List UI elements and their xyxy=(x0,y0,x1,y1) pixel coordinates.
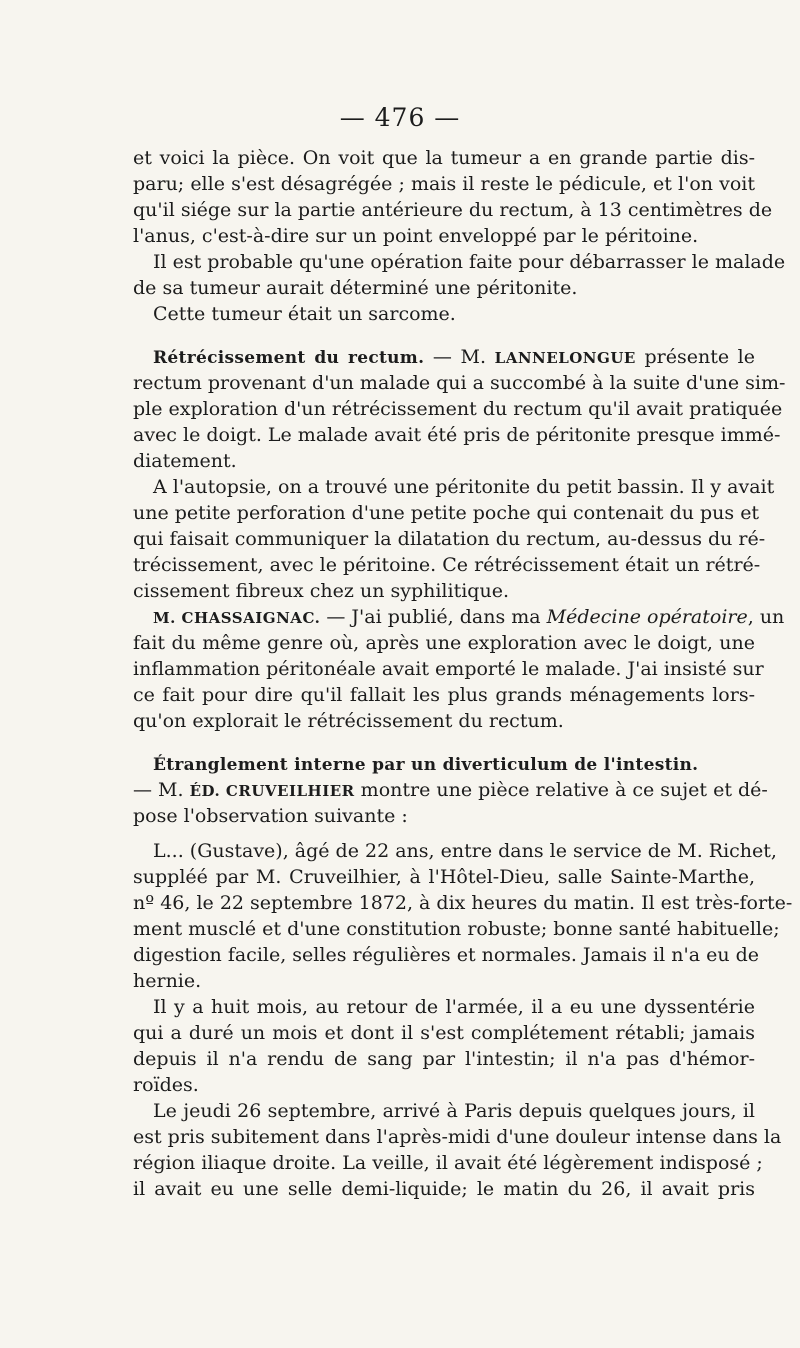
text-line: digestion facile, selles régulières et normales. Jamais il n'a eu de xyxy=(133,944,759,966)
paragraph xyxy=(133,249,786,301)
dash: — M. xyxy=(424,346,495,368)
paragraph xyxy=(133,145,773,249)
paragraph xyxy=(133,838,793,994)
section-heading: Rétrécissement du rectum. xyxy=(153,348,425,368)
text-line xyxy=(133,344,755,370)
text-run: montre une pièce relative à ce sujet et dé- xyxy=(354,779,768,801)
text-line: L... (Gustave), âgé de 22 ans, entre dans le service de M. Richet, xyxy=(153,840,777,862)
paragraph-gap xyxy=(133,829,755,838)
text-line: diatement. xyxy=(133,450,237,472)
page-body xyxy=(133,145,793,1202)
text-line xyxy=(133,604,785,630)
text-line: cissement fibreux chez un syphilitique. xyxy=(133,580,509,602)
page-number: — 476 — xyxy=(339,103,461,132)
text-run: présente le xyxy=(635,346,755,368)
text-line: paru; elle s'est désagrégée ; mais il reste le pédicule, et l'on voit xyxy=(133,173,755,195)
dash: — M. xyxy=(133,779,190,801)
section-gap xyxy=(133,734,755,751)
text-line: qu'il siége sur la partie antérieure du rectum, à 13 centimètres de xyxy=(133,199,773,221)
text-line: qui faisait communiquer la dilatation du rectum, au-dessus du ré- xyxy=(133,528,766,550)
text-line: l'anus, c'est-à-dire sur un point enveloppé par le péritoine. xyxy=(133,225,699,247)
paragraph xyxy=(133,301,755,327)
text-run: — J'ai publié, dans ma xyxy=(320,606,547,628)
text-line xyxy=(133,751,755,777)
text-line: trécissement, avec le péritoine. Ce rétrécissement était un rétré- xyxy=(133,554,761,576)
text-line: une petite perforation d'une petite poche qui contenait du pus et xyxy=(133,502,760,524)
text-line: est pris subitement dans l'après-midi d'une douleur intense dans la xyxy=(133,1126,782,1148)
text-line xyxy=(133,777,768,803)
paragraph xyxy=(133,994,755,1098)
text-line: inflammation péritonéale avait emporté le malade. J'ai insisté sur xyxy=(133,658,764,680)
text-line: Il est probable qu'une opération faite pour débarrasser le malade xyxy=(153,251,786,273)
text-line: Le jeudi 26 septembre, arrivé à Paris depuis quelques jours, il xyxy=(153,1100,755,1122)
text-line: ment musclé et d'une constitution robuste; bonne santé habituelle; xyxy=(133,918,780,940)
text-line: ple exploration d'un rétrécissement du rectum qu'il avait pratiquée xyxy=(133,398,783,420)
text-line: depuis il n'a rendu de sang par l'intestin; il n'a pas d'hémor- xyxy=(133,1048,755,1070)
paragraph xyxy=(133,474,775,604)
text-line: suppléé par M. Cruveilhier, à l'Hôtel-Dieu, salle Sainte-Marthe, xyxy=(133,866,755,888)
text-line: A l'autopsie, on a trouvé une péritonite du petit bassin. Il y avait xyxy=(153,476,775,498)
text-line: qui a duré un mois et dont il s'est complétement rétabli; jamais xyxy=(133,1022,755,1044)
text-line: Il y a huit mois, au retour de l'armée, il a eu une dyssentérie xyxy=(153,996,755,1018)
text-line: pose l'observation suivante : xyxy=(133,805,408,827)
text-line: de sa tumeur aurait déterminé une péritonite. xyxy=(133,277,578,299)
section-etranglement xyxy=(133,751,768,829)
section-retrecissement xyxy=(133,344,786,474)
text-line: Cette tumeur était un sarcome. xyxy=(153,303,456,325)
section-gap xyxy=(133,327,755,344)
text-line: qu'on explorait le rétrécissement du rectum. xyxy=(133,710,564,732)
text-line: avec le doigt. Le malade avait été pris de péritonite presque immé- xyxy=(133,424,781,446)
speaker-name: LANNELONGUE xyxy=(494,349,636,367)
text-line: roïdes. xyxy=(133,1074,199,1096)
text-line: ce fait pour dire qu'il fallait les plus grands ménagements lors- xyxy=(133,684,755,706)
book-title: Médecine opératoire xyxy=(546,606,748,628)
section-heading: Étranglement interne par un diverticulum de l'intestin. xyxy=(153,755,699,775)
text-line: région iliaque droite. La veille, il avait été légèrement indisposé ; xyxy=(133,1152,763,1174)
text-line: rectum provenant d'un malade qui a succombé à la suite d'une sim- xyxy=(133,372,786,394)
text-line: il avait eu une selle demi-liquide; le matin du 26, il avait pris xyxy=(133,1178,755,1200)
text-line: hernie. xyxy=(133,970,202,992)
text-line: et voici la pièce. On voit que la tumeur a en grande partie dis- xyxy=(133,147,755,169)
speaker-name: ÉD. CRUVEILHIER xyxy=(189,782,355,800)
paragraph xyxy=(133,604,785,734)
text-line: fait du même genre où, après une exploration avec le doigt, une xyxy=(133,632,755,654)
paragraph xyxy=(133,1098,782,1202)
speaker-name: M. CHASSAIGNAC. xyxy=(153,609,321,627)
text-line: nº 46, le 22 septembre 1872, à dix heures du matin. Il est très-forte- xyxy=(133,892,793,914)
text-run: , un xyxy=(747,606,785,628)
